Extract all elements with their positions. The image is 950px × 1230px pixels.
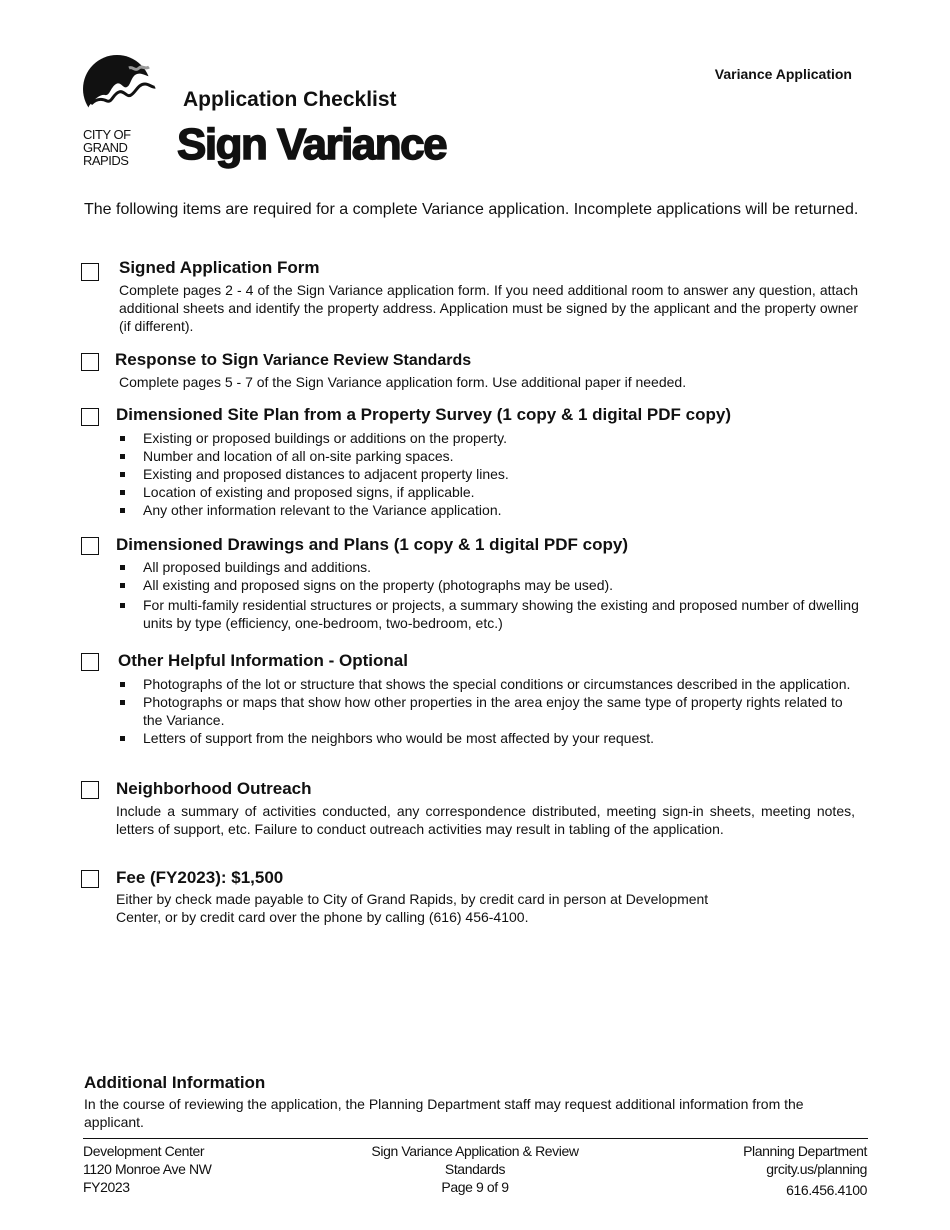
list-item: Number and location of all on-site parking spaces.: [118, 447, 858, 465]
list-item: Letters of support from the neighbors who would be most affected by your request.: [118, 729, 863, 747]
footer-left-line-2: 1120 Monroe Ave NW: [83, 1161, 212, 1177]
logo-text-line-3: RAPIDS: [83, 153, 129, 168]
item-title-rest: Variance Review Standards: [258, 352, 472, 369]
item-bullet-list: [118, 675, 863, 747]
item-title: Neighborhood Outreach: [116, 779, 312, 798]
list-item: Photographs of the lot or structure that shows the special conditions or circumstances described in the application.: [118, 675, 863, 693]
footer-middle: [355, 1142, 595, 1196]
item-description-line-2: Center, or by credit card over the phone by calling (616) 456-4100.: [116, 909, 529, 925]
list-item: All existing and proposed signs on the property (photographs may be used).: [118, 576, 863, 594]
checkbox-site-plan[interactable]: [81, 408, 99, 426]
footer-doc-title-line-2: Standards: [444, 1161, 506, 1177]
list-item: Any other information relevant to the Variance application.: [118, 501, 858, 519]
list-item: For multi-family residential structures or projects, a summary showing the existing and proposed number of dwelling units by type (efficiency, one-bedroom, two-bedroom, etc.): [118, 596, 863, 632]
page-number: Page 9 of 9: [441, 1179, 509, 1195]
logo-text-line-1: CITY OF: [83, 127, 131, 142]
checkbox-drawings[interactable]: [81, 537, 99, 555]
footer-right: [743, 1142, 867, 1199]
footer-doc-title-line-1: Sign Variance Application & Review: [371, 1143, 579, 1159]
checkbox-other-info[interactable]: [81, 653, 99, 671]
logo-text-line-2: GRAND: [83, 140, 128, 155]
item-bullet-list: [118, 429, 858, 519]
item-description-line-1: Either by check made payable to City of Grand Rapids, by credit card in person at Development: [116, 891, 709, 907]
item-title: Dimensioned Site Plan from a Property Survey (1 copy & 1 digital PDF copy): [116, 405, 731, 424]
item-title: Signed Application Form: [119, 258, 320, 277]
checkbox-review-standards[interactable]: [81, 353, 99, 371]
item-title: Dimensioned Drawings and Plans (1 copy & 1 digital PDF copy): [116, 535, 628, 554]
additional-info-text: In the course of reviewing the application, the Planning Department staff may request additional information from the applicant.: [84, 1096, 804, 1130]
footer-right-line-3: 616.456.4100: [786, 1182, 867, 1198]
item-description: [116, 890, 816, 926]
checkbox-fee[interactable]: [81, 870, 99, 888]
item-title-main: Response to Sign: [115, 350, 259, 369]
list-item: Existing and proposed distances to adjacent property lines.: [118, 465, 858, 483]
checklist-title: Application Checklist: [183, 88, 397, 111]
footer-left-line-1: Development Center: [83, 1143, 205, 1159]
item-title: [115, 350, 471, 370]
list-item: Photographs or maps that show how other properties in the area enjoy the same type of property rights related to the Variance.: [118, 693, 863, 729]
checkbox-outreach[interactable]: [81, 781, 99, 799]
footer-left: [83, 1142, 211, 1196]
additional-info-title: Additional Information: [84, 1073, 266, 1092]
city-logo: [83, 54, 157, 170]
footer-right-line-1: Planning Department: [743, 1143, 867, 1159]
list-item: All proposed buildings and additions.: [118, 558, 863, 576]
footer-divider: [83, 1138, 868, 1139]
footer-left-line-3: FY2023: [83, 1179, 130, 1195]
intro-text: The following items are required for a complete Variance application. Incomplete applications will be returned.: [84, 201, 859, 218]
checkbox-signed-form[interactable]: [81, 263, 99, 281]
item-title: Fee (FY2023): $1,500: [116, 868, 284, 887]
footer-right-line-2: grcity.us/planning: [766, 1161, 867, 1177]
page-title: Sign Variance: [177, 120, 447, 169]
item-description: Complete pages 5 - 7 of the Sign Variance application form. Use additional paper if needed.: [119, 374, 687, 390]
section-label: Variance Application: [714, 66, 852, 82]
item-description: Complete pages 2 - 4 of the Sign Variance application form. If you need additional room to answer any question, attach additional sheets and identify the property address. Application must be signed by the applicant and the property owner (if different).: [119, 282, 858, 334]
list-item: Existing or proposed buildings or additions on the property.: [118, 429, 858, 447]
city-logo-mark: [83, 54, 157, 124]
item-title: Other Helpful Information - Optional: [118, 651, 408, 670]
item-description: Include a summary of activities conducted, any correspondence distributed, meeting sign-in sheets, meeting notes, letters of support, etc. Failure to conduct outreach activities may result in tabling of the application.: [116, 803, 855, 837]
item-bullet-list: [118, 558, 863, 632]
list-item: Location of existing and proposed signs, if applicable.: [118, 483, 858, 501]
